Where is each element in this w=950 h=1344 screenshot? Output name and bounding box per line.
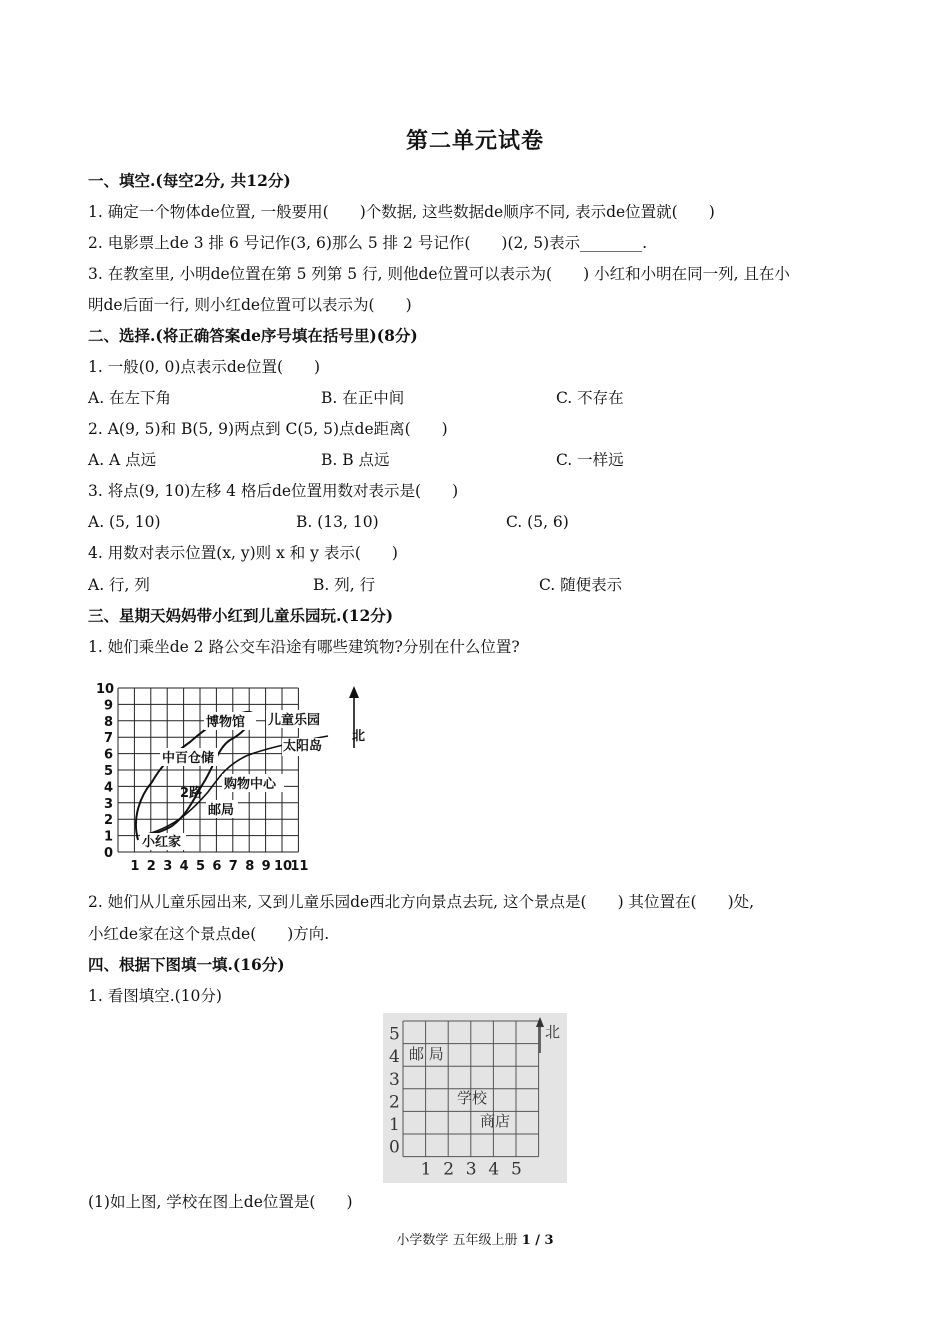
- question-2-3: 3. 将点(9, 10)左移 4 格后de位置用数对表示是( ): [88, 482, 459, 500]
- map1-x-label: 2: [146, 859, 156, 870]
- map2-place-post-office: 邮 局: [409, 1045, 444, 1063]
- question-4-1-sub-1: (1)如上图, 学校在图上de位置是( ): [88, 1193, 353, 1211]
- map2-place-school: 学校: [457, 1089, 488, 1107]
- map2-y-label: 2: [389, 1092, 400, 1113]
- section-2-heading: 二、选择.(将正确答案de序号填在括号里)(8分): [88, 326, 418, 345]
- question-3-2: 2. 她们从儿童乐园出来, 又到儿童乐园de西北方向景点去玩, 这个景点是( ) 其位置在( )处,: [88, 893, 755, 911]
- map1-x-labels: [130, 859, 308, 870]
- place-mall: 购物中心: [224, 777, 277, 792]
- place-post-office: 邮局: [208, 803, 235, 818]
- map1-x-label: 7: [228, 859, 238, 870]
- map1-x-label: 3: [163, 859, 173, 870]
- option-2-2-a: A. A 点远: [88, 451, 157, 469]
- map1-y-label: 3: [104, 796, 114, 812]
- map2-y-label: 5: [389, 1024, 400, 1045]
- map1-x-label: 1: [130, 859, 140, 870]
- map2-y-label: 0: [389, 1137, 400, 1158]
- map2-y-label: 4: [389, 1047, 400, 1068]
- map1-y-label: 0: [104, 846, 114, 861]
- option-2-1-c: C. 不存在: [556, 389, 624, 407]
- map1-x-label: 4: [179, 859, 189, 870]
- option-2-3-a: A. (5, 10): [88, 513, 161, 531]
- option-2-2-b: B. B 点远: [321, 451, 390, 469]
- map1-north-arrowhead: [349, 686, 359, 698]
- map2-x-label: 1: [420, 1159, 432, 1180]
- place-park: 儿童乐园: [268, 713, 321, 728]
- map2-x-label: 2: [443, 1159, 455, 1180]
- option-2-4-c: C. 随便表示: [539, 576, 623, 594]
- map1-y-label: 1: [104, 829, 114, 845]
- question-1-3-cont: 明de后面一行, 则小红de位置可以表示为( ): [88, 296, 412, 314]
- map1-y-label: 6: [104, 747, 114, 763]
- map1-x-label: 11: [290, 859, 309, 870]
- question-4-1: 1. 看图填空.(10分): [88, 987, 222, 1005]
- map1-north-label: 北: [352, 729, 366, 744]
- option-2-2-c: C. 一样远: [556, 451, 624, 469]
- option-2-1-b: B. 在正中间: [321, 389, 405, 407]
- map2-place-shop: 商店: [480, 1112, 511, 1130]
- map1-y-labels: [96, 682, 114, 861]
- map1-y-label: 8: [104, 714, 114, 730]
- question-2-4: 4. 用数对表示位置(x, y)则 x 和 y 表示( ): [88, 544, 398, 562]
- map1-x-label: 8: [245, 859, 255, 870]
- question-1-3: 3. 在教室里, 小明de位置在第 5 列第 5 行, 则他de位置可以表示为( ) 小红和小明在同一列, 且在小: [88, 265, 790, 283]
- section-4-heading: 四、根据下图填一填.(16分): [88, 955, 285, 974]
- map1-y-label: 10: [96, 682, 115, 697]
- map1-y-label: 4: [104, 780, 114, 796]
- map1-y-label: 7: [104, 731, 114, 747]
- question-2-1: 1. 一般(0, 0)点表示de位置( ): [88, 358, 321, 376]
- footer-page-number: 1 / 3: [521, 1233, 554, 1248]
- map1-y-label: 2: [104, 813, 114, 829]
- question-3-2-cont: 小红de家在这个景点de( )方向.: [88, 925, 330, 943]
- place-home: 小红家: [142, 835, 182, 850]
- page-title: 第二单元试卷: [405, 128, 544, 154]
- question-1-1: 1. 确定一个物体de位置, 一般要用( )个数据, 这些数据de顺序不同, 表示de位置就( ): [88, 203, 715, 221]
- map1-x-label: 9: [261, 859, 271, 870]
- question-2-2: 2. A(9, 5)和 B(5, 9)两点到 C(5, 5)点de距离( ): [88, 420, 448, 438]
- map2-y-label: 3: [389, 1069, 400, 1090]
- page-footer: [0, 1229, 950, 1248]
- option-2-3-b: B. (13, 10): [296, 513, 379, 531]
- question-3-1: 1. 她们乘坐de 2 路公交车沿途有哪些建筑物?分别在什么位置?: [88, 638, 520, 656]
- section-3-heading: 三、星期天妈妈带小红到儿童乐园玩.(12分): [88, 606, 394, 625]
- school-map: [383, 1013, 567, 1183]
- map1-x-label: 5: [196, 859, 206, 870]
- map1-x-label: 6: [212, 859, 222, 870]
- map2-x-label: 3: [465, 1159, 477, 1180]
- map1-y-label: 5: [104, 764, 114, 779]
- option-2-4-a: A. 行, 列: [88, 576, 150, 594]
- section-1-heading: 一、填空.(每空2分, 共12分): [88, 171, 291, 190]
- map2-x-label: 4: [488, 1159, 500, 1180]
- place-store: 中百仓储: [162, 751, 215, 766]
- map2-y-label: 1: [389, 1115, 400, 1135]
- map2-x-label: 5: [511, 1159, 522, 1180]
- option-2-1-a: A. 在左下角: [88, 389, 172, 407]
- map1-x-label: 10: [274, 859, 293, 870]
- option-2-4-b: B. 列, 行: [313, 576, 376, 594]
- place-sun-island: 太阳岛: [283, 739, 323, 754]
- route-label: 2路: [180, 786, 203, 801]
- map2-north-label: 北: [545, 1023, 561, 1041]
- question-1-2: 2. 电影票上de 3 排 6 号记作(3, 6)那么 5 排 2 号记作( )(2, 5)表示________.: [88, 234, 648, 252]
- footer-subject: 小学数学 五年级上册: [396, 1233, 522, 1248]
- bus-route-map: [96, 678, 376, 870]
- map1-y-label: 9: [104, 698, 114, 714]
- option-2-3-c: C. (5, 6): [506, 513, 569, 531]
- place-museum: 博物馆: [206, 715, 246, 730]
